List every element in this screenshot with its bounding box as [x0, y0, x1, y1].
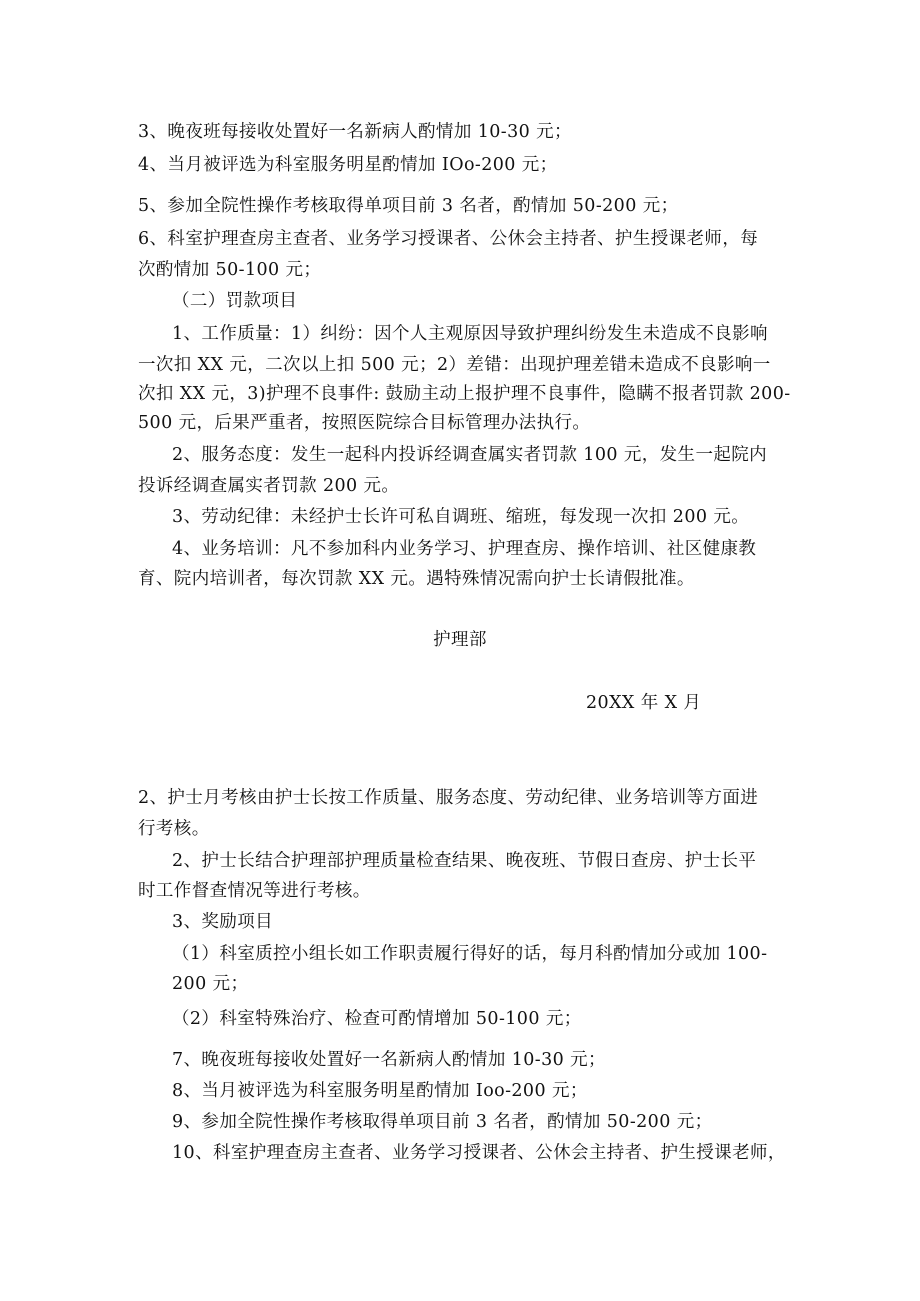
text-line-penalty-1: 1、工作质量：1）纠纷：因个人主观原因导致护理纠纷发生未造成不良影响: [172, 324, 768, 344]
text-line-penalty-1-cont: 一次扣 XX 元，二次以上扣 500 元；2）差错：出现护理差错未造成不良影响一: [138, 355, 771, 375]
text-line-reward-item-1-cont: 200 元；: [172, 974, 249, 994]
signature-department: 护理部: [433, 630, 487, 650]
text-line-penalty-1-cont3: 500 元，后果严重者，按照医院综合目标管理办法执行。: [138, 413, 591, 433]
text-line-penalty-3: 3、劳动纪律：未经护士长许可私自调班、缩班，每发现一次扣 200 元。: [172, 507, 750, 527]
text-line-reward-item-2: （2）科室特殊治疗、检查可酌情增加 50-100 元；: [172, 1009, 582, 1029]
section-heading-penalty: （二）罚款项目: [172, 291, 298, 311]
text-line-penalty-2-cont: 投诉经调查属实者罚款 200 元。: [138, 476, 400, 496]
text-line-reward-8: 8、当月被评选为科室服务明星酌情加 Ioo-200 元；: [172, 1081, 588, 1101]
text-line-head-nurse-2: 2、护士长结合护理部护理质量检查结果、晚夜班、节假日查房、护士长平: [172, 851, 757, 871]
text-line-reward-5: 5、参加全院性操作考核取得单项目前 3 名者，酌情加 50-200 元；: [138, 196, 679, 216]
text-line-reward-item-1: （1）科室质控小组长如工作职责履行得好的话，每月科酌情加分或加 100-: [172, 944, 768, 964]
signature-date: 20XX 年 X 月: [586, 693, 702, 713]
text-line-penalty-4: 4、业务培训：凡不参加科内业务学习、护理查房、操作培训、社区健康教: [172, 539, 757, 559]
text-line-head-nurse-2-cont: 时工作督查情况等进行考核。: [138, 881, 371, 901]
text-line-reward-6: 6、科室护理查房主查者、业务学习授课者、公休会主持者、护生授课老师，每: [138, 229, 759, 249]
text-line-assess-2-cont: 行考核。: [138, 819, 210, 839]
text-line-assess-2: 2、护士月考核由护士长按工作质量、服务态度、劳动纪律、业务培训等方面进: [138, 788, 759, 808]
text-line-penalty-4-cont: 育、院内培训者，每次罚款 XX 元。遇特殊情况需向护士长请假批准。: [138, 569, 695, 589]
section-heading-reward: 3、奖励项目: [172, 912, 274, 932]
text-line-penalty-1-cont2: 次扣 XX 元，3)护理不良事件: 鼓励主动上报护理不良事件，隐瞒不报者罚款 200-: [138, 384, 791, 404]
text-line-reward-10: 10、科室护理查房主查者、业务学习授课者、公休会主持者、护生授课老师，: [172, 1143, 786, 1163]
text-line-reward-7: 7、晚夜班每接收处置好一名新病人酌情加 10-30 元；: [172, 1050, 606, 1070]
text-line-penalty-2: 2、服务态度：发生一起科内投诉经调查属实者罚款 100 元，发生一起院内: [172, 445, 768, 465]
text-line-reward-6-cont: 次酌情加 50-100 元；: [138, 260, 322, 280]
text-line-reward-4: 4、当月被评选为科室服务明星酌情加 IOo-200 元；: [138, 155, 558, 175]
text-line-reward-3: 3、晚夜班每接收处置好一名新病人酌情加 10-30 元；: [138, 122, 572, 142]
text-line-reward-9: 9、参加全院性操作考核取得单项目前 3 名者，酌情加 50-200 元；: [172, 1112, 713, 1132]
